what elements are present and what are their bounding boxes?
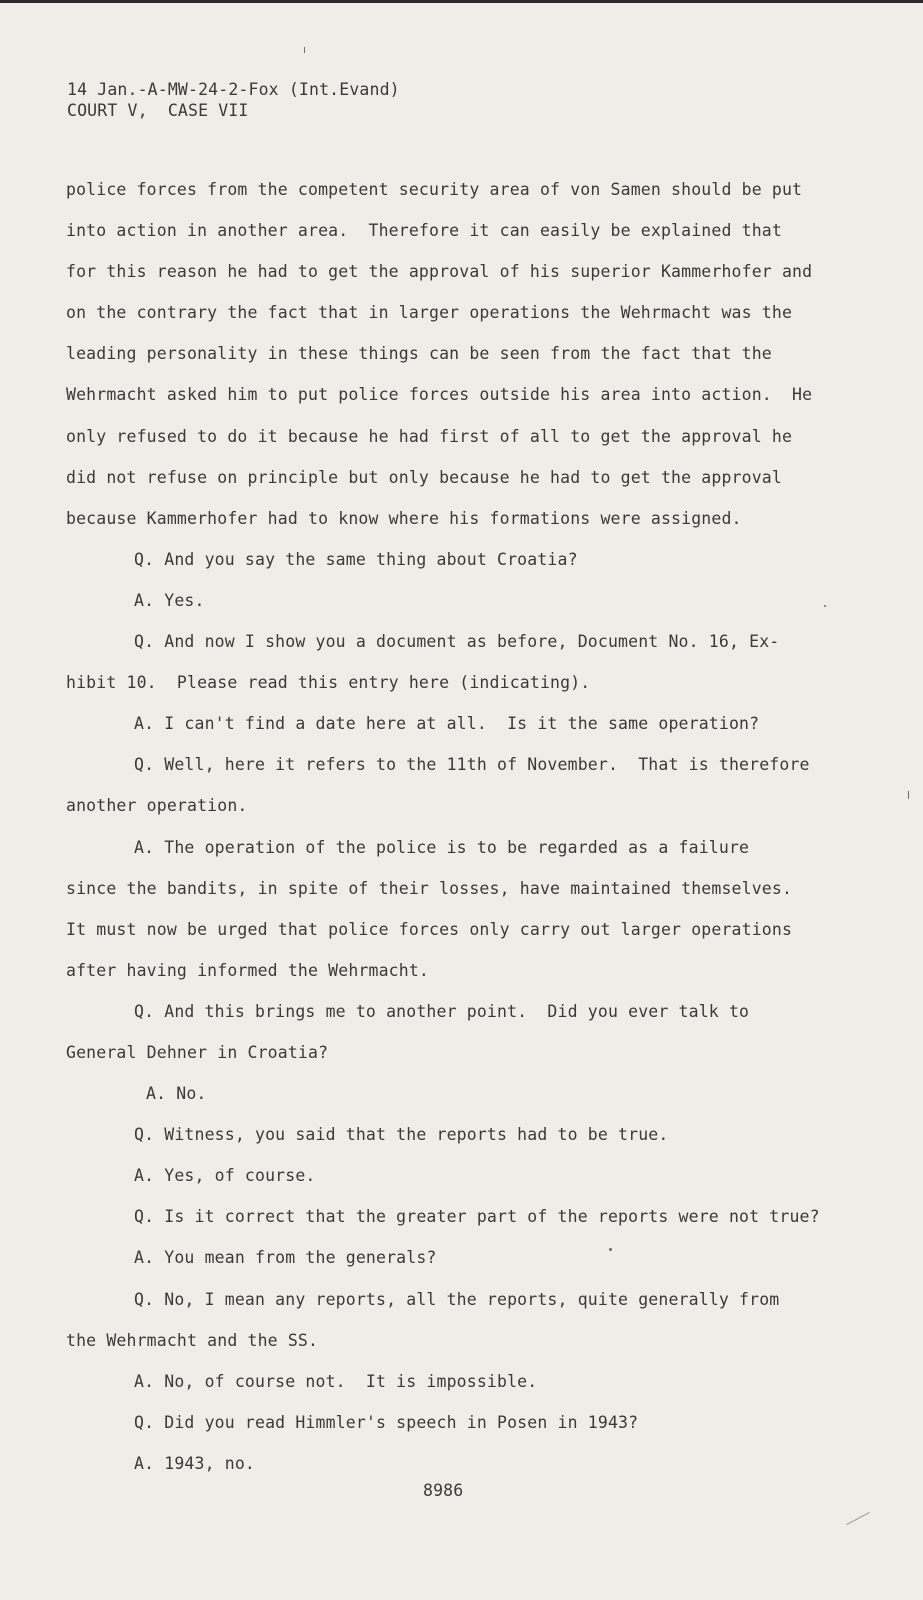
paper-speck <box>609 1248 612 1251</box>
paper-speck <box>304 47 305 53</box>
transcript-body <box>66 180 856 1495</box>
transcript-line: on the contrary the fact that in larger operations the Wehrmacht was the <box>66 303 793 323</box>
transcript-line: Wehrmacht asked him to put police forces outside his area into action. He <box>66 385 813 405</box>
question-line: Q. And this brings me to another point. Did you ever talk to <box>134 1001 750 1021</box>
answer-line: A. 1943, no. <box>134 1453 256 1473</box>
answer-line: A. The operation of the police is to be regarded as a failure <box>134 837 750 857</box>
header-court-line: COURT V, CASE VII <box>67 101 249 120</box>
document-header <box>67 79 400 121</box>
paper-speck <box>908 791 909 799</box>
answer-line: A. You mean from the generals? <box>134 1248 437 1268</box>
transcript-line: because Kammerhofer had to know where his formations were assigned. <box>66 508 742 528</box>
transcript-line: It must now be urged that police forces only carry out larger operations <box>66 919 793 939</box>
question-line: Q. And now I show you a document as before, Document No. 16, Ex- <box>134 632 780 652</box>
transcript-line: police forces from the competent security area of von Samen should be put <box>66 180 803 199</box>
transcript-line: into action in another area. Therefore it can easily be explained that <box>66 221 782 241</box>
question-line: Q. No, I mean any reports, all the reports, quite generally from <box>134 1289 780 1309</box>
question-line: Q. Did you read Himmler's speech in Posen in 1943? <box>134 1412 639 1432</box>
transcript-line: did not refuse on principle but only because he had to get the approval <box>66 467 782 487</box>
answer-line: A. Yes, of course. <box>134 1166 316 1186</box>
transcript-line: hibit 10. Please read this entry here (indicating). <box>66 673 591 693</box>
transcript-line: after having informed the Wehrmacht. <box>66 960 430 980</box>
question-line: Q. Witness, you said that the reports had to be true. <box>134 1125 669 1145</box>
header-reference-line: 14 Jan.-A-MW-24-2-Fox (Int.Evand) <box>67 80 400 99</box>
transcript-line: the Wehrmacht and the SS. <box>66 1330 319 1350</box>
transcript-line: for this reason he had to get the approval of his superior Kammerhofer and <box>66 262 813 282</box>
answer-line: A. I can't find a date here at all. Is it the same operation? <box>134 714 760 734</box>
answer-line: A. No, of course not. It is impossible. <box>134 1371 538 1391</box>
transcript-line: another operation. <box>66 796 248 816</box>
transcript-line: only refused to do it because he had first of all to get the approval he <box>66 426 793 446</box>
answer-line: A. Yes. <box>134 590 205 610</box>
paper-speck <box>824 605 826 607</box>
question-line: Q. And you say the same thing about Croatia? <box>134 549 578 569</box>
transcript-line: General Dehner in Croatia? <box>66 1042 329 1062</box>
question-line: Q. Well, here it refers to the 11th of November. That is therefore <box>134 755 810 775</box>
paper-speck <box>846 1512 869 1525</box>
transcript-line: leading personality in these things can be seen from the fact that the <box>66 344 772 364</box>
transcript-line: since the bandits, in spite of their losses, have maintained themselves. <box>66 878 793 898</box>
question-line: Q. Is it correct that the greater part of the reports were not true? <box>134 1207 820 1227</box>
answer-line: A. No. <box>146 1084 207 1104</box>
page-number: 8986 <box>423 1481 464 1500</box>
